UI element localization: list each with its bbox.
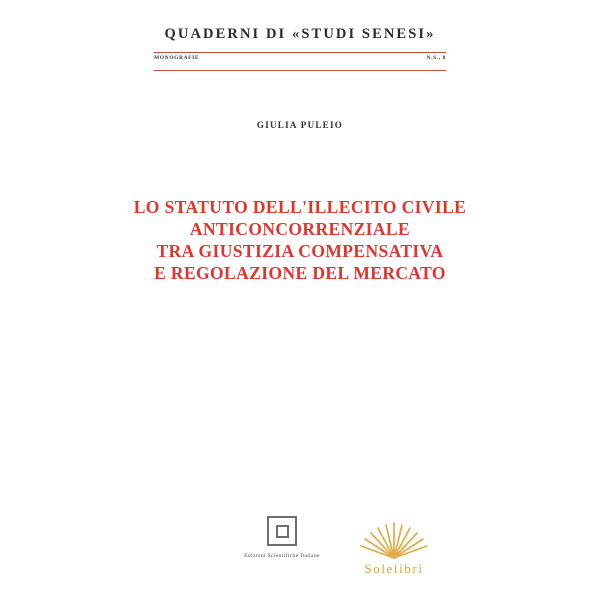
series-divider-top xyxy=(154,52,446,53)
book-title xyxy=(108,196,492,284)
publisher-logos xyxy=(108,516,492,588)
title-line: ANTICONCORRENZIALE xyxy=(189,219,411,239)
publisher-esi-caption: Edizioni Scientifiche Italiane xyxy=(244,553,320,559)
sunburst-icon xyxy=(351,520,437,560)
title-line: E REGOLAZIONE DEL MERCATO xyxy=(154,263,446,283)
title-line: TRA GIUSTIZIA COMPENSATIVA xyxy=(156,241,444,261)
series-meta-row xyxy=(154,55,446,69)
series-title: QUADERNI DI «STUDI SENESI» xyxy=(164,26,436,42)
author-name: GIULIA PULEIO xyxy=(256,120,344,130)
title-line: LO STATUTO DELL'ILLECITO CIVILE xyxy=(133,197,467,217)
cover-content-area xyxy=(108,0,492,600)
publisher-solelibri xyxy=(336,520,452,577)
series-number-label: N.S., 8 xyxy=(426,55,446,61)
series-divider-bottom xyxy=(154,70,446,71)
esi-square-mark-icon xyxy=(267,516,297,546)
publisher-esi xyxy=(236,516,328,559)
publisher-solelibri-caption: Solelibri xyxy=(364,561,424,576)
series-subtype-label: MONOGRAFIE xyxy=(154,55,200,61)
